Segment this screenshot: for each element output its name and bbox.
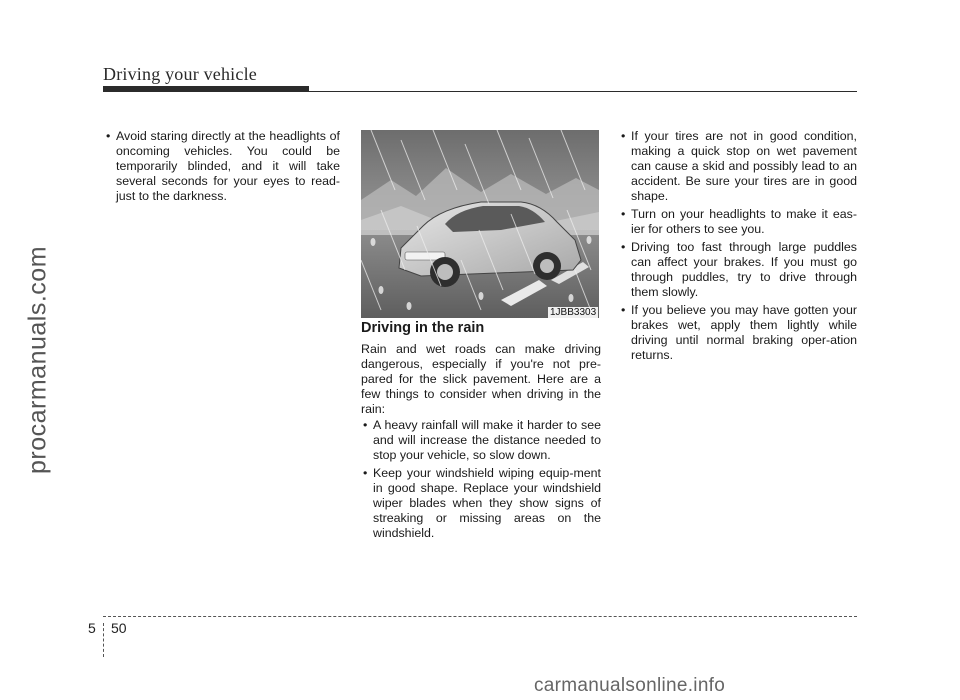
bullet-tire-condition: • If your tires are not in good condition, making a quick stop on wet pavement can cause a skid and possibly lead to an accident. Be sure your tires are in good shape. <box>619 129 857 204</box>
section-title: Driving in the rain <box>361 320 485 336</box>
figure-code: 1JBB3303 <box>550 307 597 318</box>
bottom-watermark: carmanualsonline.info <box>534 675 726 696</box>
footer-rule <box>103 616 857 617</box>
rain-car-illustration <box>361 130 599 318</box>
column-right <box>619 129 857 366</box>
side-watermark-text: procarmanuals.com <box>23 245 52 475</box>
bullet-windshield-wipers: • Keep your windshield wiping equip-ment in good shape. Replace your windshield wiper blades when they show signs of streaking or missing areas on the windshield. <box>361 466 601 541</box>
column-middle <box>361 321 601 544</box>
rain-car-image <box>361 130 599 318</box>
bullet-heavy-rainfall: • A heavy rainfall will make it harder to see and will increase the distance needed to stop your vehicle, so slow down. <box>361 418 601 463</box>
page-header-title: Driving your vehicle <box>103 64 257 84</box>
footer-vertical-rule <box>103 623 104 657</box>
bullet-headlights-glare: • Avoid staring directly at the headlights of oncoming vehicles. You could be temporarily blinded, and it will take several seconds for your eyes to read-just to the darkness. <box>104 129 340 204</box>
page-number: 50 <box>111 620 127 636</box>
bullet-headlights-on: • Turn on your headlights to make it eas-ier for others to see you. <box>619 207 857 237</box>
chapter-number: 5 <box>88 620 96 636</box>
bullet-puddles: • Driving too fast through large puddles can affect your brakes. If you must go through puddles, try to drive through them slowly. <box>619 240 857 300</box>
header-rule-thin <box>103 91 857 92</box>
section-intro: Rain and wet roads can make driving dangerous, especially if you're not pre-pared for the slick pavement. Here are a few things to consider when driving in the rain: <box>361 342 601 416</box>
column-left <box>104 129 340 207</box>
bullet-wet-brakes: • If you believe you may have gotten your brakes wet, apply them lightly while driving until normal braking oper-ation returns. <box>619 303 857 363</box>
